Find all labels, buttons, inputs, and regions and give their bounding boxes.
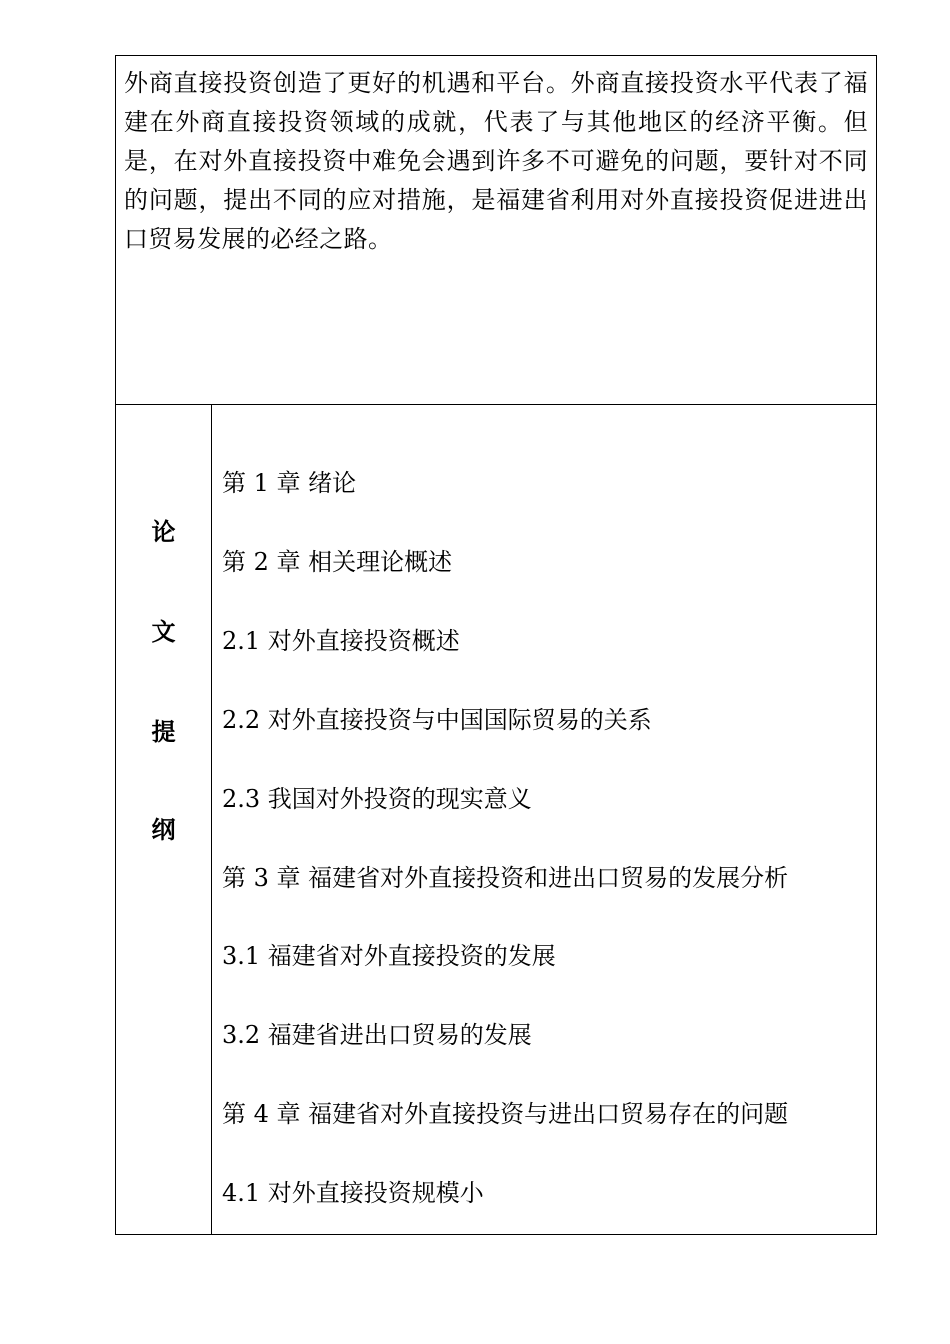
outline-label-char-1: 论: [151, 518, 176, 546]
outline-item-section-2-3: 2.3 我国对外投资的现实意义: [222, 785, 532, 813]
outline-label-char-3: 提: [151, 718, 176, 746]
outline-item-section-2-2: 2.2 对外直接投资与中国国际贸易的关系: [222, 706, 652, 734]
outline-item-chapter-3: 第 3 章 福建省对外直接投资和进出口贸易的发展分析: [222, 864, 789, 892]
outline-item-section-3-1: 3.1 福建省对外直接投资的发展: [222, 942, 556, 970]
outline-item-section-3-2: 3.2 福建省进出口贸易的发展: [222, 1021, 532, 1049]
outline-content-cell: [212, 405, 876, 1234]
outline-item-section-2-1: 2.1 对外直接投资概述: [222, 627, 460, 655]
outline-label-char-2: 文: [151, 618, 176, 646]
proposal-table: [115, 55, 877, 1235]
outline-row: [116, 405, 876, 1234]
summary-cell: [116, 56, 876, 405]
outline-label-char-4: 纲: [151, 816, 176, 844]
summary-paragraph: 外商直接投资创造了更好的机遇和平台。外商直接投资水平代表了福建在外商直接投资领域的成就，代表了与其他地区的经济平衡。但是，在对外直接投资中难免会遇到许多不可避免的问题，要针对不同的问题，提出不同的应对措施，是福建省利用对外直接投资促进进出口贸易发展的必经之路。: [124, 69, 868, 253]
outline-item-chapter-1: 第 1 章 绪论: [222, 469, 357, 497]
outline-item-chapter-4: 第 4 章 福建省对外直接投资与进出口贸易存在的问题: [222, 1100, 789, 1128]
outline-label-cell: [116, 405, 212, 1234]
outline-item-section-4-1: 4.1 对外直接投资规模小: [222, 1179, 484, 1207]
outline-item-chapter-2: 第 2 章 相关理论概述: [222, 548, 453, 576]
